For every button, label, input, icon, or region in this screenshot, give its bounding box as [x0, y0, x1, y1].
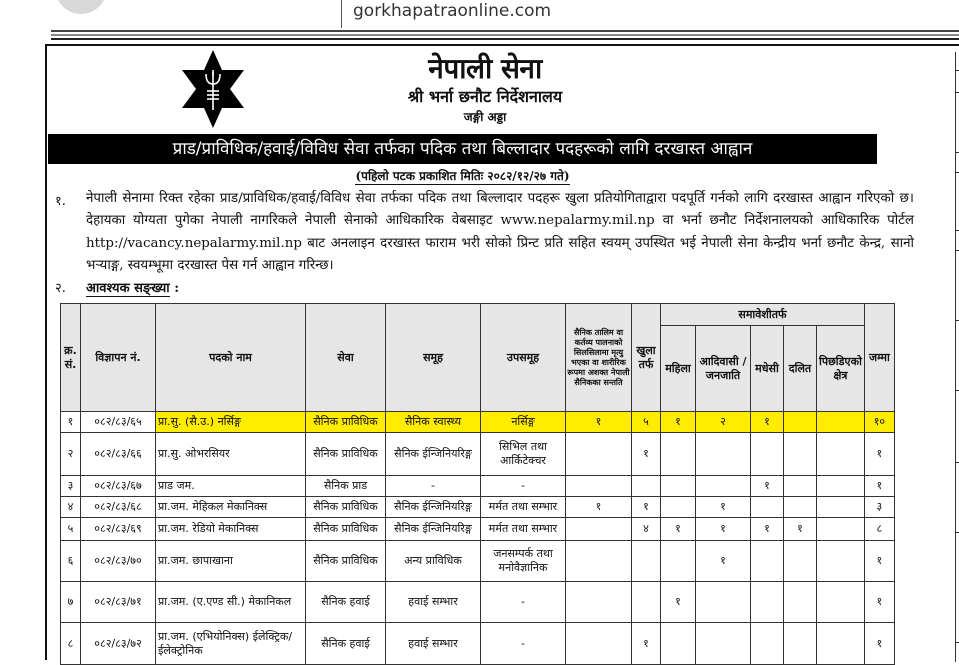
cell-ad-no: ०८२/८३/७० — [81, 541, 156, 582]
cell-subgroup: - — [481, 623, 566, 665]
cell-women — [661, 497, 696, 518]
cell-martyr — [566, 433, 632, 476]
cell-dalit — [784, 623, 817, 665]
col-header-martyr-descendants: सैनिक तालिम वा कर्तव्य पालनाको सिलसिलामा मृत्यु भएका वा शारीरिक रूपमा अशक्त नेपाली सैनिकका सन्तति — [566, 304, 632, 412]
col-header-post: पदको नाम — [156, 304, 306, 412]
cell-madhesi — [751, 541, 784, 582]
cell-subgroup: - — [481, 582, 566, 623]
cell-backward — [817, 623, 865, 665]
cell-madhesi — [751, 497, 784, 518]
cell-post: प्रा.सु. (सै.उ.) नर्सिङ्ग — [156, 412, 306, 433]
cell-post: प्राड जम. — [156, 476, 306, 497]
cell-post: प्रा.जम. (ए.एण्ड सी.) मेकानिकल — [156, 582, 306, 623]
section-heading — [86, 278, 179, 300]
cell-service: सैनिक प्राविधिक — [306, 541, 386, 582]
published-date — [48, 166, 877, 186]
cell-sn: ५ — [61, 518, 81, 541]
cell-subgroup: - — [481, 476, 566, 497]
vacancy-table — [60, 303, 895, 665]
cell-dalit — [784, 541, 817, 582]
cell-total: ३ — [864, 497, 894, 518]
cell-martyr — [566, 476, 632, 497]
notice-title-banner: प्राड/प्राविधिक/हवाई/विविध सेवा तर्फका पदिक तथा बिल्लादार पदहरूको लागि दरखास्त आह्वान — [48, 134, 877, 164]
cell-open — [632, 582, 661, 623]
cell-martyr — [566, 582, 632, 623]
double-rule — [51, 34, 959, 36]
cell-service: सैनिक प्राड — [306, 476, 386, 497]
cell-madhesi: १ — [751, 412, 784, 433]
cell-sn: ४ — [61, 497, 81, 518]
cell-women — [661, 476, 696, 497]
cell-open: १ — [632, 623, 661, 665]
cell-ad-no: ०८२/८३/६७ — [81, 476, 156, 497]
cell-open: १ — [632, 433, 661, 476]
cell-ad-no: ०८२/८३/७२ — [81, 623, 156, 665]
cell-dalit — [784, 412, 817, 433]
cell-backward — [817, 476, 865, 497]
cell-madhesi — [751, 433, 784, 476]
cell-adivasi — [696, 476, 751, 497]
cell-service: सैनिक प्राविधिक — [306, 412, 386, 433]
col-header-subgroup: उपसमूह — [481, 304, 566, 412]
cell-group: - — [386, 476, 481, 497]
document-border-left — [45, 44, 47, 660]
cell-adivasi: १ — [696, 497, 751, 518]
cell-madhesi — [751, 623, 784, 665]
directorate-name: श्री भर्ना छनौट निर्देशनालय — [407, 87, 563, 106]
cell-total: १ — [864, 433, 894, 476]
cell-group: सैनिक ईन्जिनियरिङ्ग — [386, 518, 481, 541]
published-date-text: (पहिलो पटक प्रकाशित मितिः २०८२/१२/२७ गते) — [355, 169, 570, 183]
col-header-open: खुला तर्फ — [632, 304, 661, 412]
col-header-sn: क्र. सं. — [61, 304, 81, 412]
cell-total: १ — [864, 541, 894, 582]
col-header-group: समूह — [386, 304, 481, 412]
cell-group: सैनिक ईन्जिनियरिङ्ग — [386, 497, 481, 518]
cell-group: अन्य प्राविधिक — [386, 541, 481, 582]
cell-women: १ — [661, 582, 696, 623]
cell-ad-no: ०८२/८३/६५ — [81, 412, 156, 433]
cell-adivasi — [696, 433, 751, 476]
newspaper-logo — [55, 0, 107, 14]
cell-service: सैनिक प्राविधिक — [306, 518, 386, 541]
cell-ad-no: ०८२/८३/६८ — [81, 497, 156, 518]
document-border-top — [45, 44, 959, 46]
cell-backward — [817, 497, 865, 518]
double-rule — [51, 30, 959, 32]
cell-service: सैनिक प्राविधिक — [306, 497, 386, 518]
nepal-army-emblem-icon — [182, 50, 244, 128]
site-name: gorkhapatraonline.com — [353, 1, 552, 21]
cell-adivasi: २ — [696, 412, 751, 433]
cell-martyr — [566, 623, 632, 665]
table-row — [61, 518, 895, 541]
cell-group: हवाई सम्भार — [386, 623, 481, 665]
cell-ad-no: ०८२/८३/६६ — [81, 433, 156, 476]
cell-open — [632, 541, 661, 582]
org-name: नेपाली सेना — [428, 52, 542, 85]
cell-sn: ७ — [61, 582, 81, 623]
cell-women — [661, 433, 696, 476]
cell-backward — [817, 541, 865, 582]
section-number: १. — [55, 194, 66, 209]
col-header-backward: पिछडिएको क्षेत्र — [817, 326, 865, 412]
cell-total: ८ — [864, 518, 894, 541]
cell-open: १ — [632, 497, 661, 518]
double-rule — [51, 38, 959, 40]
cell-women — [661, 541, 696, 582]
cell-post: प्रा.जम. मेहिकल मेकानिक्स — [156, 497, 306, 518]
cell-open: ४ — [632, 518, 661, 541]
cell-ad-no: ०८२/८३/७१ — [81, 582, 156, 623]
required-count-label: आवश्यक सङ्ख्या — [86, 281, 170, 296]
col-header-total: जम्मा — [864, 304, 894, 412]
table-row — [61, 582, 895, 623]
cell-open: ५ — [632, 412, 661, 433]
cell-women — [661, 623, 696, 665]
cell-adivasi: १ — [696, 541, 751, 582]
cell-martyr — [566, 541, 632, 582]
col-header-service: सेवा — [306, 304, 386, 412]
cell-dalit — [784, 476, 817, 497]
notice-paragraph: नेपाली सेनामा रिक्त रहेका प्राड/प्राविधिक/हवाई/विविध सेवा तर्फका पदिक तथा बिल्लादार पदहरू खुला प्रतियोगिताद्वारा पदपूर्ति गर्नको लागि दरखास्त आह्वान गरिएको छ। देहायका योग्यता पुगेका नेपाली नागरिकले नेपाली सेनाको आधिकारिक वेबसाइट www.nepalarmy.mil.np वा भर्ना छनौट निर्देशनालयको आधिकारिक पोर्टल http://vacancy.nepalarmy.mil.np बाट अनलाइन दरखास्त फाराम भरी सोको प्रिन्ट प्रति सहित स्वयम् उपस्थित भई नेपाली सेना केन्द्रीय भर्ना छनौट केन्द्र, सानो भऱ्याङ्ग, स्वयम्भूमा दरखास्त पेस गर्न आह्वान गरिन्छ। — [86, 191, 914, 273]
cell-post: प्रा.जम. छापाखाना — [156, 541, 306, 582]
cell-backward — [817, 433, 865, 476]
col-header-inclusive: समावेशीतर्फ — [661, 304, 865, 326]
cell-backward — [817, 412, 865, 433]
cell-post: प्रा.जम. रेडियो मेकानिक्स — [156, 518, 306, 541]
cell-subgroup: मर्मत तथा सम्भार — [481, 518, 566, 541]
cell-dalit — [784, 433, 817, 476]
cell-sn: ८ — [61, 623, 81, 665]
adjacent-column-edge — [955, 52, 959, 662]
col-header-adivasi: आदिवासी / जनजाति — [696, 326, 751, 412]
masthead-divider — [341, 0, 342, 28]
cell-service: सैनिक प्राविधिक — [306, 433, 386, 476]
cell-madhesi: १ — [751, 476, 784, 497]
cell-dalit: १ — [784, 518, 817, 541]
cell-service: सैनिक हवाई — [306, 623, 386, 665]
table-row — [61, 623, 895, 665]
cell-subgroup: सिभिल तथा आर्किटेक्चर — [481, 433, 566, 476]
cell-group: सैनिक ईन्जिनियरिङ्ग — [386, 433, 481, 476]
cell-group: सैनिक स्वास्थ्य — [386, 412, 481, 433]
cell-madhesi: १ — [751, 518, 784, 541]
cell-dalit — [784, 582, 817, 623]
cell-total: १० — [864, 412, 894, 433]
cell-subgroup: जनसम्पर्क तथा मनोवैज्ञानिक — [481, 541, 566, 582]
cell-madhesi — [751, 582, 784, 623]
cell-open — [632, 476, 661, 497]
cell-total: १ — [864, 623, 894, 665]
cell-subgroup: नर्सिङ्ग — [481, 412, 566, 433]
col-header-ad-no: विज्ञापन नं. — [81, 304, 156, 412]
section-number: २. — [55, 281, 66, 296]
cell-adivasi: १ — [696, 518, 751, 541]
table-row — [61, 433, 895, 476]
hq-name: जङ्गी अड्डा — [463, 110, 507, 124]
col-header-women: महिला — [661, 326, 696, 412]
cell-post: प्रा.सु. ओभरसियर — [156, 433, 306, 476]
table-row — [61, 412, 895, 433]
cell-sn: ३ — [61, 476, 81, 497]
cell-dalit — [784, 497, 817, 518]
cell-total: १ — [864, 476, 894, 497]
cell-backward — [817, 582, 865, 623]
cell-backward — [817, 518, 865, 541]
cell-women: १ — [661, 412, 696, 433]
cell-martyr: १ — [566, 497, 632, 518]
cell-adivasi — [696, 623, 751, 665]
table-row — [61, 497, 895, 518]
cell-sn: ६ — [61, 541, 81, 582]
cell-ad-no: ०८२/८३/६९ — [81, 518, 156, 541]
table-row — [61, 541, 895, 582]
cell-sn: २ — [61, 433, 81, 476]
cell-martyr: १ — [566, 412, 632, 433]
cell-post: प्रा.जम. (एभियोनिक्स) ईलेक्ट्रिक/ईलेक्ट्रोनिक — [156, 623, 306, 665]
cell-martyr — [566, 518, 632, 541]
cell-women: १ — [661, 518, 696, 541]
cell-group: हवाई सम्भार — [386, 582, 481, 623]
col-header-madhesi: मधेसी — [751, 326, 784, 412]
col-header-dalit: दलित — [784, 326, 817, 412]
table-row — [61, 476, 895, 497]
colon: : — [174, 281, 180, 296]
cell-adivasi — [696, 582, 751, 623]
cell-subgroup: मर्मत तथा सम्भार — [481, 497, 566, 518]
cell-sn: १ — [61, 412, 81, 433]
cell-total: १ — [864, 582, 894, 623]
cell-service: सैनिक हवाई — [306, 582, 386, 623]
